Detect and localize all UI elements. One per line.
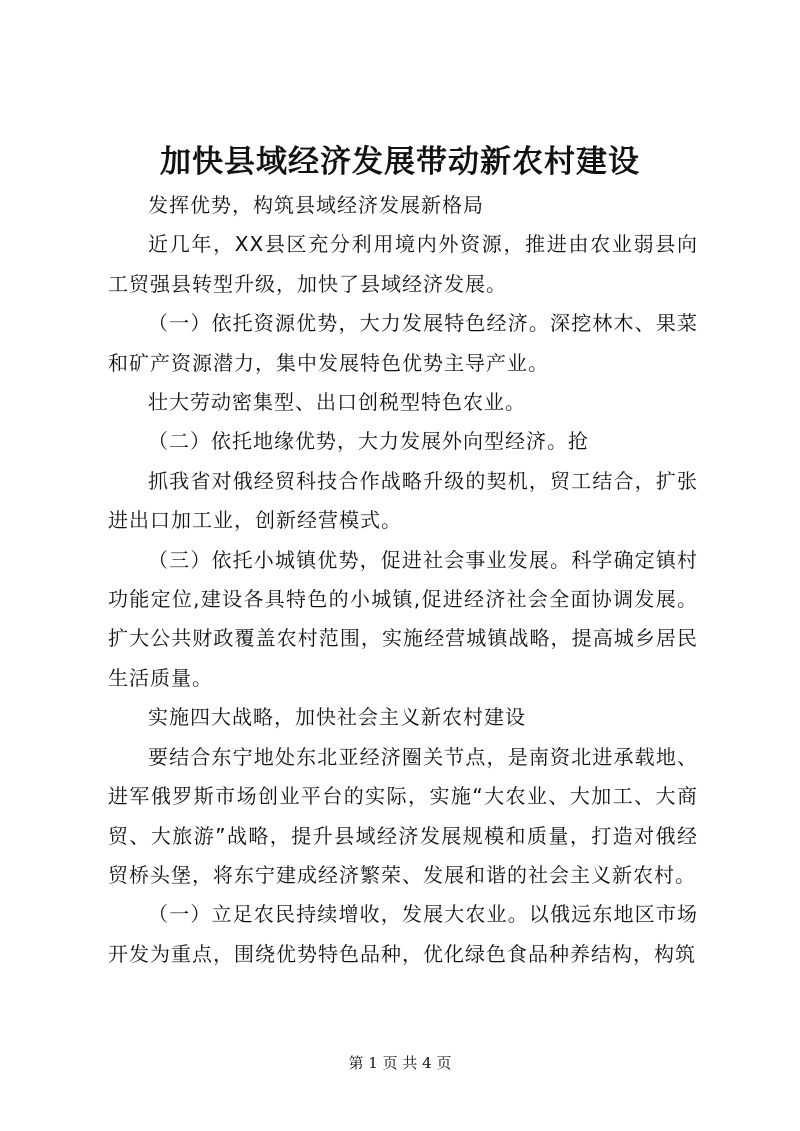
page-footer: 第 1 页 共 4 页 bbox=[348, 1054, 452, 1072]
paragraph: （一）依托资源优势，大力发展特色经济。深挖林木、果菜和矿产资源潜力，集中发展特色优势主导产业。 bbox=[108, 311, 698, 375]
document-body bbox=[108, 186, 698, 974]
paragraph: （二）依托地缘优势，大力发展外向型经济。抢 bbox=[148, 429, 589, 454]
paragraph: 近几年，XX县区充分利用境内外资源，推进由农业弱县向工贸强县转型升级，加快了县域经济发展。 bbox=[108, 232, 698, 296]
paragraph: （一）立足农民持续增收，发展大农业。以俄远东地区市场开发为重点，围绕优势特色品种，优化绿色食品种养结构，构筑 bbox=[108, 902, 698, 966]
paragraph: 发挥优势，构筑县域经济发展新格局 bbox=[148, 193, 484, 217]
paragraph: 抓我省对俄经贸科技合作战略升级的契机，贸工结合，扩张进出口加工业，创新经营模式。 bbox=[108, 468, 698, 533]
document-title: 加快县域经济发展带动新农村建设 bbox=[160, 144, 640, 180]
paragraph: 壮大劳动密集型、出口创税型特色农业。 bbox=[148, 390, 526, 415]
paragraph: 实施四大战略，加快社会主义新农村建设 bbox=[148, 705, 526, 730]
paragraph: 要结合东宁地处东北亚经济圈关节点，是南资北进承载地、进军俄罗斯市场创业平台的实际，实施“大农业、大加工、大商贸、大旅游”战略，提升县域经济发展规模和质量，打造对俄经贸桥头堡，将东宁建成经济繁荣、发展和谐的社会主义新农村。 bbox=[108, 744, 698, 887]
paragraph: （三）依托小城镇优势，促进社会事业发展。科学确定镇村功能定位,建设各具特色的小城镇,促进经济社会全面协调发展。扩大公共财政覆盖农村范围，实施经营城镇战略，提高城乡居民生活质量。 bbox=[108, 547, 698, 690]
